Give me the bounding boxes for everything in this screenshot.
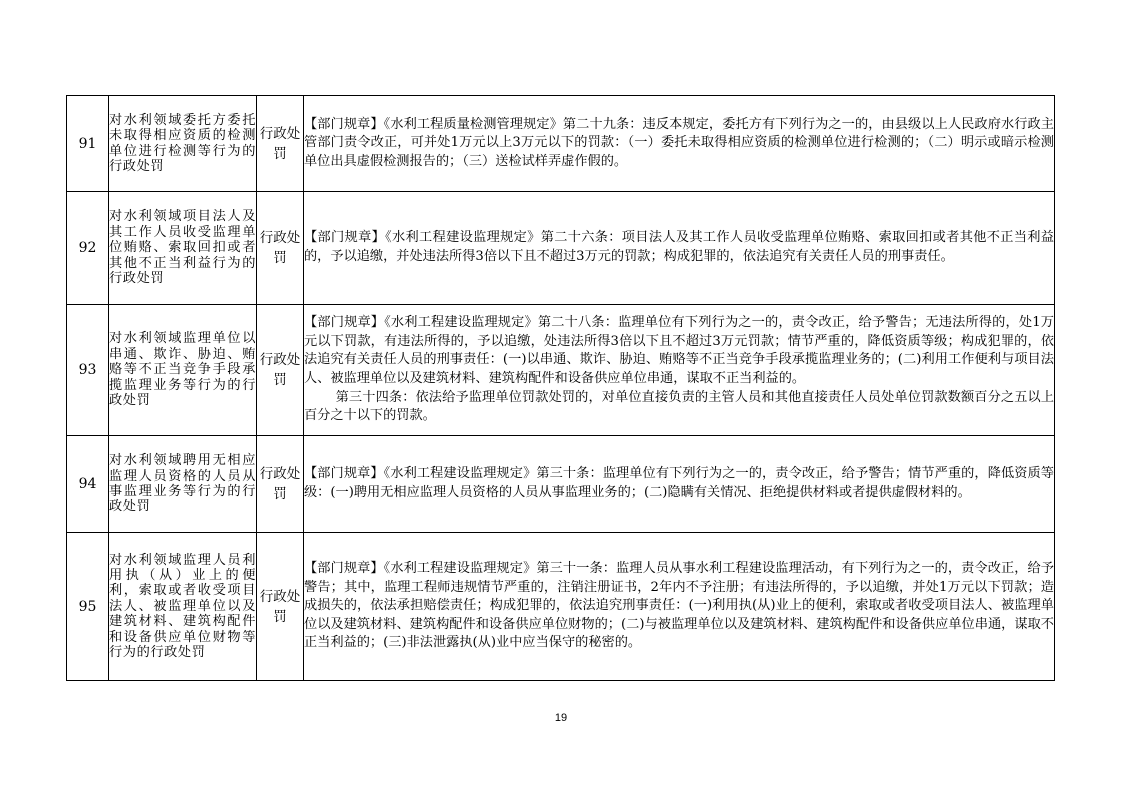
penalty-table [66,95,1055,681]
row-number: 92 [67,192,109,305]
basis-paragraph: 【部门规章】《水利工程建设监理规定》第二十八条：监理单位有下列行为之一的，责令改正，给予警告；无违法所得的，处1万元以下罚款，有违法所得的，予以追缴，处违法所得3倍以下且不超过3万元罚款；情节严重的，降低资质等级；构成犯罪的，依法追究有关责任人员的刑事责任：(一)以串通、欺诈、胁迫、贿赂等不正当竞争手段承揽监理业务的；(二)利用工作便利与项目法人、被监理单位以及建筑材料、建筑构配件和设备供应单位串通，谋取不正当利益的。 [304,315,1054,386]
legal-basis [304,533,1055,681]
page-number: 19 [554,712,568,724]
row-number: 93 [67,305,109,436]
row-number: 94 [67,436,109,533]
table-row [67,192,1055,305]
legal-basis [304,305,1055,436]
basis-paragraph: 【部门规章】《水利工程建设监理规定》第二十六条：项目法人及其工作人员收受监理单位贿赂、索取回扣或者其他不正当利益的，予以追缴，并处违法所得3倍以下且不超过3万元的罚款；构成犯罪的，依法追究有关责任人员的刑事责任。 [304,230,1054,264]
legal-basis [304,96,1055,192]
table-row [67,96,1055,192]
legal-basis [304,192,1055,305]
table-row [67,436,1055,533]
penalty-type: 行政处罚 [257,305,304,436]
penalty-type: 行政处罚 [257,96,304,192]
basis-paragraph: 【部门规章】《水利工程质量检测管理规定》第二十九条：违反本规定，委托方有下列行为之一的，由县级以上人民政府水行政主管部门责令改正，可并处1万元以上3万元以下的罚款：（一）委托未取得相应资质的检测单位进行检测的；（二）明示或暗示检测单位出具虚假检测报告的；（三）送检试样弄虚作假的。 [304,116,1054,169]
item-name: 对水利领域监理单位以串通、欺诈、胁迫、贿赂等不正当竞争手段承揽监理业务等行为的行政处罚 [109,305,257,436]
item-name: 对水利领域委托方委托未取得相应资质的检测单位进行检测等行为的行政处罚 [109,96,257,192]
basis-paragraph: 【部门规章】《水利工程建设监理规定》第三十条：监理单位有下列行为之一的，责令改正，给予警告；情节严重的，降低资质等级：(一)聘用无相应监理人员资格的人员从事监理业务的；(二)隐瞒有关情况、拒绝提供材料或者提供虚假材料的。 [304,466,1054,500]
table-row [67,533,1055,681]
table-row [67,305,1055,436]
penalty-type: 行政处罚 [257,436,304,533]
item-name: 对水利领域聘用无相应监理人员资格的人员从事监理业务等行为的行政处罚 [109,436,257,533]
penalty-type: 行政处罚 [257,192,304,305]
row-number: 95 [67,533,109,681]
penalty-type: 行政处罚 [257,533,304,681]
basis-paragraph: 【部门规章】《水利工程建设监理规定》第三十一条：监理人员从事水利工程建设监理活动，有下列行为之一的，责令改正，给予警告；其中，监理工程师违规情节严重的，注销注册证书，2年内不予注册；有违法所得的，予以追缴，并处1万元以下罚款；造成损失的，依法承担赔偿责任；构成犯罪的，依法追究刑事责任：(一)利用执(从)业上的便利，索取或者收受项目法人、被监理单位以及建筑材料、建筑构配件和设备供应单位财物的；(二)与被监理单位以及建筑材料、建筑构配件和设备供应单位串通，谋取不正当利益的；(三)非法泄露执(从)业中应当保守的秘密的。 [304,561,1054,651]
item-name: 对水利领域项目法人及其工作人员收受监理单位贿赂、索取回扣或者其他不正当利益行为的行政处罚 [109,192,257,305]
row-number: 91 [67,96,109,192]
basis-paragraph: 第三十四条：依法给予监理单位罚款处罚的，对单位直接负责的主管人员和其他直接责任人员处单位罚款数额百分之五以上百分之十以下的罚款。 [304,389,1054,424]
legal-basis [304,436,1055,533]
item-name: 对水利领域监理人员利用执（从）业上的便利，索取或者收受项目法人、被监理单位以及建筑材料、建筑构配件和设备供应单位财物等行为的行政处罚 [109,533,257,681]
